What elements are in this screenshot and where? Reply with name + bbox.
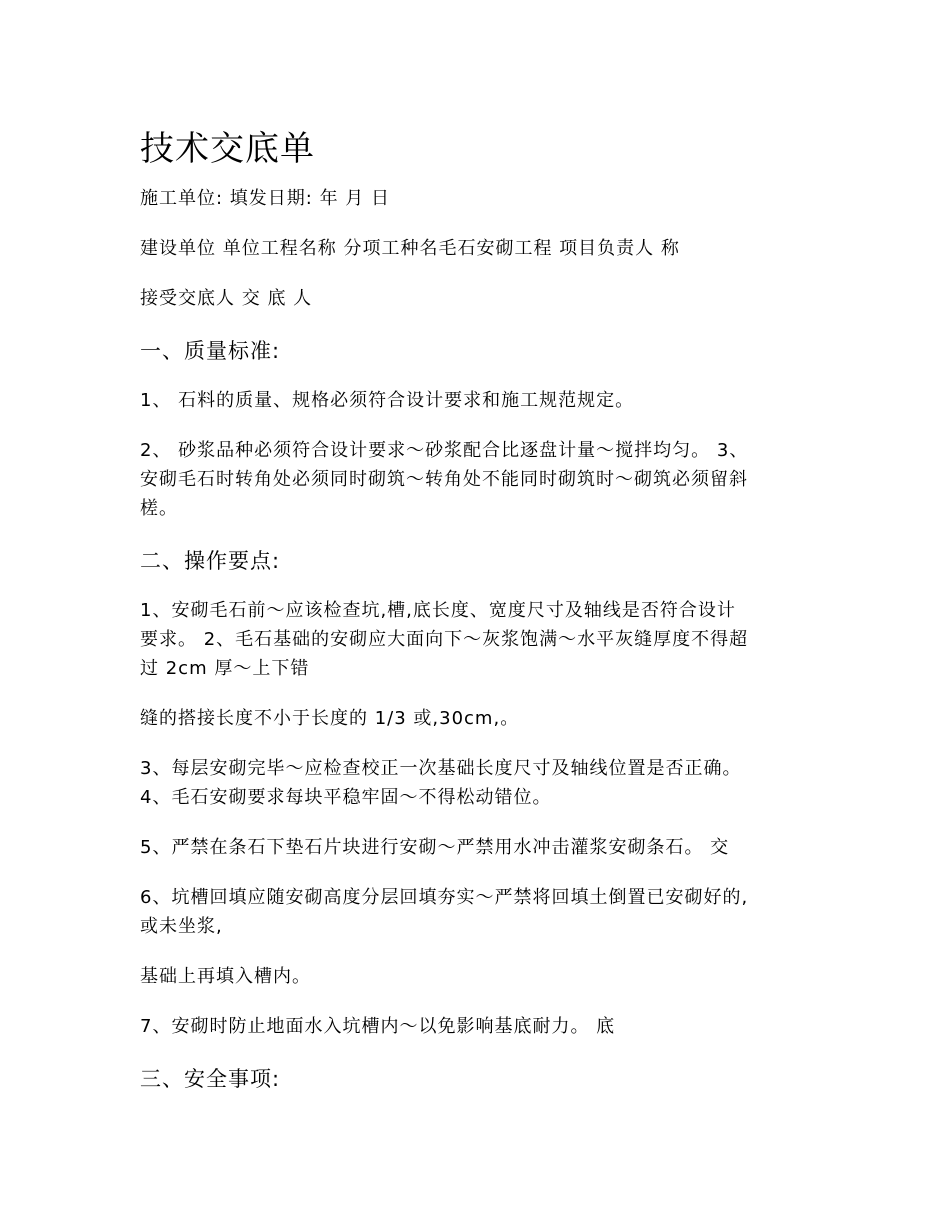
- operation-item-1-row: 过 2cm 厚～上下错: [140, 658, 310, 679]
- document-title: 技术交底单: [140, 129, 315, 169]
- operation-item-6-row: 6、坑槽回填应随安砌高度分层回填夯实～严禁将回填土倒置已安砌好的,: [140, 887, 749, 908]
- operation-item-6: [140, 883, 820, 941]
- header-recipient: 接受交底人 交 底 人: [140, 288, 313, 309]
- section-heading-operation: 二、操作要点:: [140, 549, 281, 573]
- operation-item-1-row: 要求。 2、毛石基础的安砌应大面向下～灰浆饱满～水平灰缝厚度不得超: [140, 629, 749, 650]
- operation-item-3: 3、每层安砌完毕～应检查校正一次基础长度尺寸及轴线位置是否正确。: [140, 758, 742, 779]
- quality-item-2: [140, 436, 820, 523]
- quality-item-1: 1、 石料的质量、规格必须符合设计要求和施工规范规定。: [140, 390, 635, 411]
- quality-item-2-row: 安砌毛石时转角处必须同时砌筑～转角处不能同时砌筑时～砌筑必须留斜: [140, 469, 748, 490]
- quality-item-2-row: 槎。: [140, 498, 178, 519]
- header-project-info: 建设单位 单位工程名称 分项工种名毛石安砌工程 项目负责人 称: [140, 238, 680, 259]
- document-page: [140, 122, 820, 1114]
- section-heading-quality: 一、质量标准:: [140, 339, 281, 363]
- header-construction-unit: 施工单位: 填发日期: 年 月 日: [140, 188, 391, 209]
- section-heading-safety: 三、安全事项:: [140, 1067, 281, 1091]
- operation-item-5: 5、严禁在条石下垫石片块进行安砌～严禁用水冲击灌浆安砌条石。 交: [140, 837, 730, 858]
- operation-item-6-continued: 基础上再填入槽内。: [140, 966, 311, 987]
- operation-item-1: [140, 596, 820, 683]
- operation-item-4: 4、毛石安砌要求每块平稳牢固～不得松动错位。: [140, 787, 552, 808]
- quality-item-2-row: 2、 砂浆品种必须符合设计要求～砂浆配合比逐盘计量～搅拌均匀。 3、: [140, 440, 749, 461]
- operation-item-1-row: 1、安砌毛石前～应该检查坑,槽,底长度、宽度尺寸及轴线是否符合设计: [140, 600, 736, 621]
- operation-items-3-4: [140, 754, 820, 812]
- operation-item-7: 7、安砌时防止地面水入坑槽内～以免影响基底耐力。 底: [140, 1016, 616, 1037]
- operation-item-1-continued: 缝的搭接长度不小于长度的 1/3 或,30cm,。: [140, 708, 520, 729]
- operation-item-6-row: 或未坐浆,: [140, 916, 223, 937]
